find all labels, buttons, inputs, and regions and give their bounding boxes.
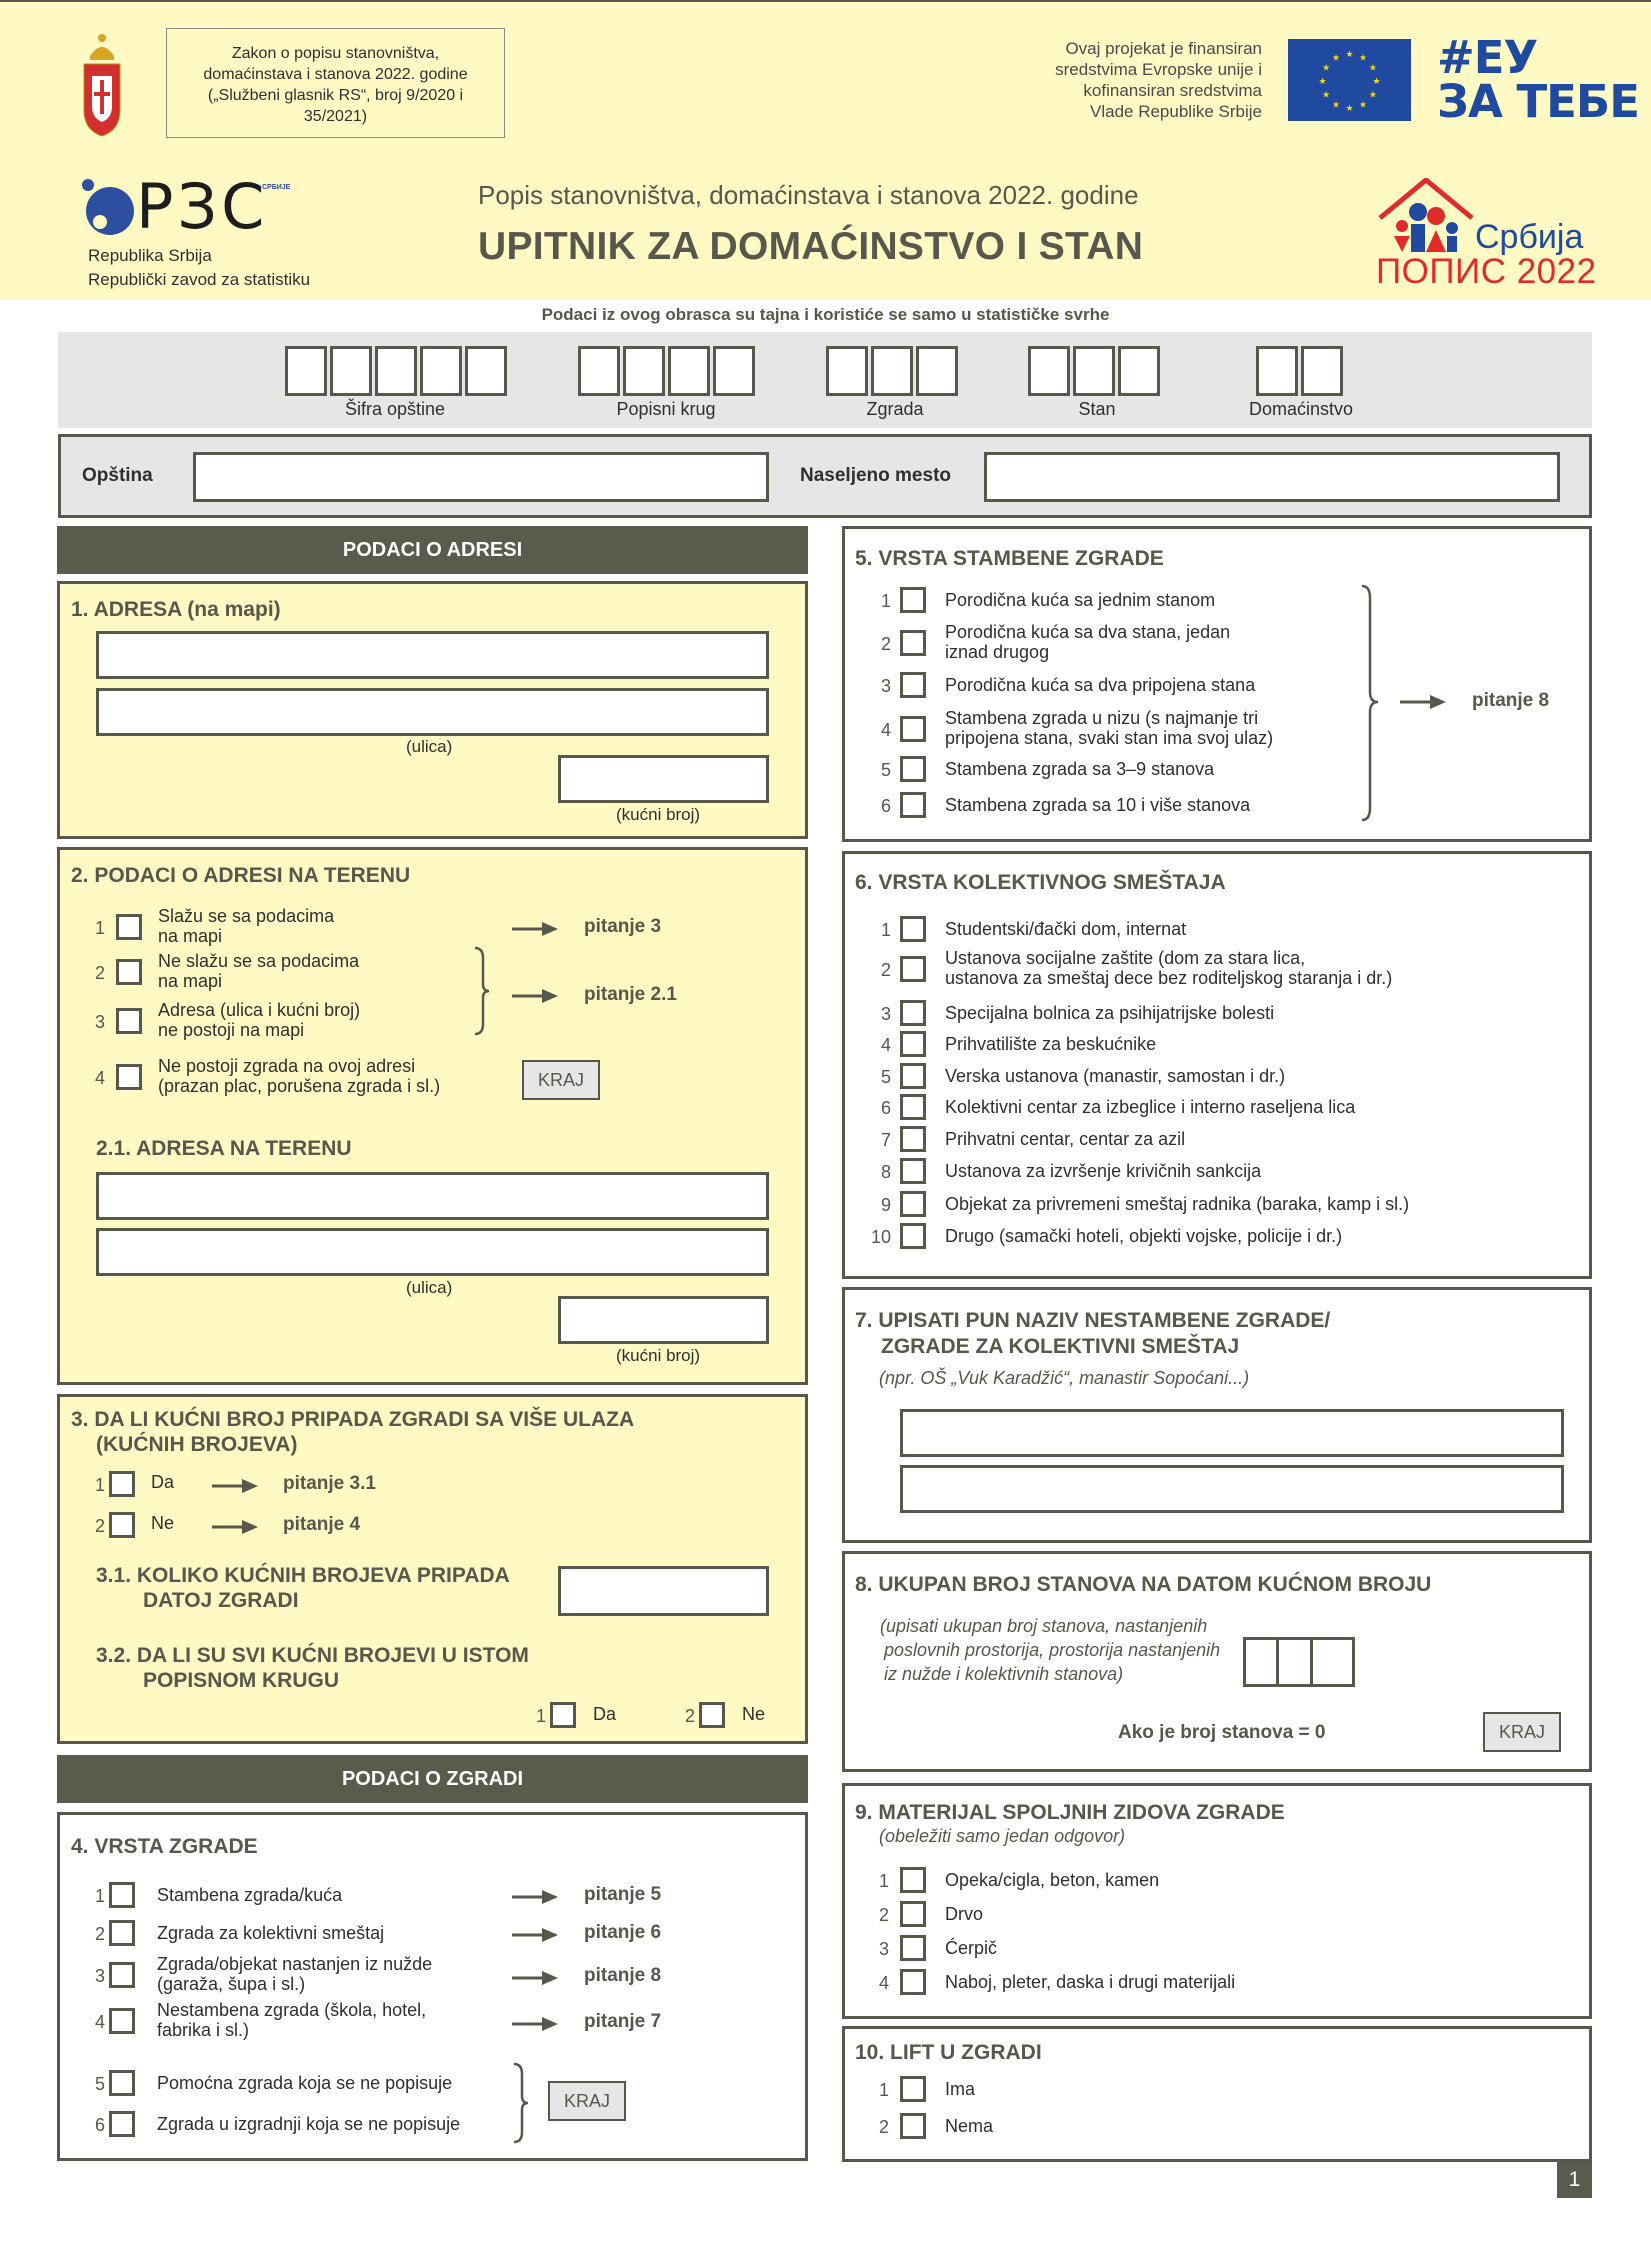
eu-star-icon: ★ — [1322, 89, 1331, 100]
option-checkbox[interactable] — [900, 2076, 926, 2102]
code-digit-input[interactable] — [1073, 346, 1115, 396]
eu-star-icon: ★ — [1318, 76, 1327, 86]
eu-flag-icon — [1288, 39, 1411, 121]
option-label: Da — [593, 1704, 617, 1724]
option-number: 1 — [536, 1706, 547, 1726]
brace-icon — [1360, 584, 1382, 822]
eu-line-1: Ovaj projekat je finansiran — [1065, 39, 1262, 58]
rzs-subtext — [88, 244, 310, 292]
eu-slogan — [1437, 31, 1639, 128]
option-checkbox[interactable] — [900, 916, 926, 942]
q4-goto-label: pitanje 6 — [584, 1922, 662, 1943]
q21-house-number-caption: (kućni broj) — [616, 1346, 701, 1365]
option-checkbox[interactable] — [900, 1191, 926, 1217]
question-3-1-title-line-1: 3.1. KOLIKO KUĆNIH BROJEVA PRIPADA — [96, 1564, 510, 1587]
option-number: 1 — [95, 1886, 106, 1906]
code-label-sifra-opstine: Šifra opštine — [344, 399, 446, 419]
option-number: 10 — [871, 1227, 892, 1247]
q4-kraj-button[interactable]: KRAJ — [548, 2081, 626, 2121]
option-label-line-2: fabrika i sl.) — [157, 2020, 250, 2040]
code-digit-input[interactable] — [1028, 346, 1070, 396]
arrow-right-icon — [512, 1971, 558, 1985]
q2-kraj-button[interactable]: KRAJ — [522, 1060, 600, 1100]
q7-name-input-1[interactable] — [900, 1409, 1564, 1457]
option-label: Ne slažu se sa podacima — [158, 951, 360, 971]
option-number: 1 — [879, 1871, 890, 1891]
option-label-line-2: na mapi — [158, 926, 223, 946]
eu-funding-text — [950, 38, 1262, 122]
option-label: Stambena zgrada sa 3–9 stanova — [945, 759, 1215, 779]
opstina-label: Opština — [82, 465, 153, 486]
code-digit-input[interactable] — [916, 346, 958, 396]
brace-icon — [473, 946, 491, 1036]
question-3-1-title-line-2: DATOJ ZGRADI — [143, 1589, 299, 1612]
option-checkbox[interactable] — [900, 716, 926, 742]
option-label-line-2: ustanova za smeštaj dece bez roditeljskog staranja i dr.) — [945, 968, 1393, 988]
option-number: 3 — [95, 1966, 106, 1986]
option-number: 3 — [95, 1012, 106, 1032]
eu-star-icon: ★ — [1368, 89, 1377, 100]
section-header-zgrada: PODACI O ZGRADI — [57, 1755, 808, 1803]
code-digit-input[interactable] — [623, 346, 665, 396]
code-label-domacinstvo: Domaćinstvo — [1248, 399, 1354, 419]
question-3-title-line-1: 3. DA LI KUĆNI BROJ PRIPADA ZGRADI SA VIŠE ULAZA — [71, 1408, 635, 1431]
eu-star-icon: ★ — [1358, 52, 1368, 63]
option-number: 2 — [879, 1905, 890, 1925]
option-label-line-2: ne postoji na mapi — [158, 1020, 305, 1040]
question-9-note: (obeležiti samo jedan odgovor) — [879, 1826, 1126, 1846]
option-checkbox[interactable] — [900, 1969, 926, 1995]
code-label-zgrada: Zgrada — [866, 399, 924, 419]
option-label: Porodična kuća sa dva stana, jedan — [945, 622, 1231, 642]
option-checkbox[interactable] — [109, 2008, 135, 2034]
eu-star-icon: ★ — [1358, 99, 1368, 110]
option-label: Slažu se sa podacima — [158, 906, 335, 926]
option-checkbox[interactable] — [109, 2070, 135, 2096]
option-number: 4 — [95, 2012, 106, 2032]
code-label-popisni-krug: Popisni krug — [616, 399, 716, 419]
option-label: Specijalna bolnica za psihijatrijske bolesti — [945, 1003, 1275, 1023]
q1-street-caption: (ulica) — [406, 737, 453, 756]
opstina-input[interactable] — [193, 452, 769, 502]
option-number: 1 — [95, 918, 106, 938]
option-label: Nema — [945, 2116, 994, 2136]
option-label-line-2: na mapi — [158, 971, 223, 991]
option-number: 8 — [881, 1162, 892, 1182]
option-checkbox[interactable] — [900, 1094, 926, 1120]
option-label: Stambena zgrada sa 10 i više stanova — [945, 795, 1251, 815]
q7-name-input-2[interactable] — [900, 1465, 1564, 1513]
option-label: Porodična kuća sa dva pripojena stana — [945, 675, 1256, 695]
question-8-note-line-3: iz nužde i kolektivnih stanova) — [884, 1664, 1124, 1684]
code-digit-input[interactable] — [285, 346, 327, 396]
question-1-title: 1. ADRESA (na mapi) — [71, 598, 281, 621]
option-checkbox[interactable] — [116, 1008, 142, 1034]
option-label: Kolektivni centar za izbeglice i interno raseljena lica — [945, 1097, 1356, 1117]
option-label: Naboj, pleter, daska i drugi materijali — [945, 1972, 1236, 1992]
question-8-note-line-2: poslovnih prostorija, prostorija nastanjenih — [884, 1640, 1221, 1660]
arrow-right-icon — [1400, 695, 1446, 709]
code-digit-input[interactable] — [668, 346, 710, 396]
question-3-title-line-2: (KUĆNIH BROJEVA) — [96, 1433, 298, 1456]
option-number: 2 — [881, 634, 892, 654]
q21-street-caption: (ulica) — [406, 1278, 453, 1297]
question-9-title: 9. MATERIJAL SPOLJNIH ZIDOVA ZGRADE — [855, 1801, 1285, 1824]
code-digit-input[interactable] — [871, 346, 913, 396]
code-digit-input[interactable] — [1118, 346, 1160, 396]
eu-star-icon: ★ — [1368, 62, 1377, 73]
code-digit-input[interactable] — [465, 346, 507, 396]
option-number: 2 — [685, 1706, 696, 1726]
naseljeno-mesto-label: Naseljeno mesto — [800, 465, 951, 486]
census-subtitle: Popis stanovništva, domaćinstava i stanova 2022. godine — [478, 180, 1139, 210]
option-number: 2 — [879, 2117, 890, 2137]
option-checkbox[interactable] — [109, 1512, 135, 1538]
option-label: Adresa (ulica i kućni broj) — [158, 1000, 361, 1020]
eu-slogan-line-2: ЗА ТЕБЕ — [1437, 75, 1639, 128]
q1-street-input-2[interactable] — [96, 688, 769, 736]
option-number: 1 — [881, 920, 892, 940]
option-number: 1 — [879, 2080, 890, 2100]
law-line-2: domaćinstava i stanova 2022. godine — [203, 66, 468, 83]
option-label: Objekat za privremeni smeštaj radnika (baraka, kamp i sl.) — [945, 1194, 1410, 1214]
option-number: 6 — [881, 1098, 892, 1118]
option-label-line-2: (prazan plac, porušena zgrada i sl.) — [158, 1076, 441, 1096]
code-digit-input[interactable] — [420, 346, 462, 396]
option-checkbox[interactable] — [900, 1158, 926, 1184]
option-number: 2 — [95, 1924, 106, 1944]
question-2-title: 2. PODACI O ADRESI NA TERENU — [71, 864, 411, 887]
option-label: Prihvatni centar, centar za azil — [945, 1129, 1186, 1149]
option-number: 2 — [95, 963, 106, 983]
option-number: 1 — [95, 1475, 106, 1495]
option-number: 9 — [881, 1195, 892, 1215]
popis-house-icon — [1378, 178, 1474, 256]
option-checkbox[interactable] — [109, 1962, 135, 1988]
law-line-4: 35/2021) — [303, 108, 368, 125]
q3-goto-label: pitanje 3.1 — [283, 1473, 376, 1494]
option-label: Zgrada u izgradnji koja se ne popisuje — [157, 2114, 461, 2134]
option-checkbox[interactable] — [109, 1882, 135, 1908]
code-digit-input[interactable] — [1256, 346, 1298, 396]
option-label: Ne — [742, 1704, 766, 1724]
question-7-title-line-2: ZGRADE ZA KOLEKTIVNI SMEŠTAJ — [881, 1335, 1240, 1358]
q21-house-number-input[interactable] — [558, 1296, 769, 1344]
arrow-right-icon — [212, 1520, 258, 1534]
option-label: Da — [151, 1472, 175, 1492]
option-label: Verska ustanova (manastir, samostan i dr.) — [945, 1066, 1286, 1086]
q21-street-input-1[interactable] — [96, 1172, 769, 1220]
option-label: Stambena zgrada/kuća — [157, 1885, 343, 1905]
question-7-title-line-1: 7. UPISATI PUN NAZIV NESTAMBENE ZGRADE/ — [855, 1309, 1331, 1332]
code-digit-input[interactable] — [578, 346, 620, 396]
q31-count-input[interactable] — [558, 1566, 769, 1616]
option-label: Ima — [945, 2079, 976, 2099]
option-number: 2 — [95, 1516, 106, 1536]
option-checkbox[interactable] — [116, 914, 142, 940]
option-label: Ustanova socijalne zaštite (dom za stara lica, — [945, 948, 1306, 968]
q2-goto-pitanje-3: pitanje 3 — [584, 916, 662, 937]
q1-house-number-input[interactable] — [558, 755, 769, 803]
option-label: Porodična kuća sa jednim stanom — [945, 590, 1216, 610]
q1-street-input-1[interactable] — [96, 631, 769, 679]
eu-star-icon: ★ — [1331, 99, 1341, 110]
option-checkbox[interactable] — [900, 1126, 926, 1152]
option-label: Drvo — [945, 1904, 984, 1924]
eu-star-icon: ★ — [1372, 76, 1381, 86]
option-number: 6 — [881, 796, 892, 816]
eu-star-icon: ★ — [1322, 62, 1331, 73]
q5-goto-pitanje-8: pitanje 8 — [1472, 690, 1550, 711]
option-label: Ne — [151, 1513, 175, 1533]
option-number: 3 — [879, 1939, 890, 1959]
question-3-2-title-line-2: POPISNOM KRUGU — [143, 1669, 340, 1692]
question-8-title: 8. UKUPAN BROJ STANOVA NA DATOM KUĆNOM BROJU — [855, 1573, 1432, 1596]
option-label: Opeka/cigla, beton, kamen — [945, 1870, 1160, 1890]
popis-logo-srbija: Србија — [1475, 218, 1584, 256]
law-line-1: Zakon o popisu stanovništva, — [231, 45, 440, 62]
page-number: 1 — [1557, 2162, 1592, 2198]
question-3-2-title-line-1: 3.2. DA LI SU SVI KUĆNI BROJEVI U ISTOM — [96, 1644, 529, 1667]
q3-goto-label: pitanje 4 — [283, 1514, 361, 1535]
q8-zero-condition: Ako je broj stanova = 0 — [1118, 1722, 1326, 1743]
option-label: Ustanova za izvršenje krivičnih sankcija — [945, 1161, 1262, 1181]
rzs-line-1: Republika Srbija — [88, 246, 212, 265]
option-checkbox[interactable] — [900, 630, 926, 656]
option-number: 4 — [879, 1973, 890, 1993]
option-number: 6 — [95, 2115, 106, 2135]
question-10-title: 10. LIFT U ZGRADI — [855, 2041, 1042, 2064]
eu-stars — [1288, 39, 1411, 121]
option-checkbox[interactable] — [900, 2113, 926, 2139]
q8-digit-input-3[interactable] — [1310, 1637, 1355, 1687]
option-checkbox[interactable] — [900, 1031, 926, 1057]
popis-logo-year: ПОПИС 2022 — [1376, 252, 1597, 291]
option-label: Ćerpič — [945, 1938, 998, 1958]
option-label: Ne postoji zgrada na ovoj adresi — [158, 1056, 416, 1076]
eu-star-icon: ★ — [1331, 52, 1341, 63]
option-checkbox[interactable] — [900, 756, 926, 782]
question-6-panel — [842, 851, 1592, 1279]
q1-house-number-caption: (kućni broj) — [616, 805, 701, 824]
option-checkbox[interactable] — [550, 1702, 576, 1728]
arrow-right-icon — [212, 1479, 258, 1493]
question-7-note: (npr. OŠ „Vuk Karadžić“, manastir Sopoćani...) — [879, 1368, 1250, 1388]
option-checkbox[interactable] — [116, 959, 142, 985]
option-label: Prihvatilište za beskućnike — [945, 1034, 1157, 1054]
option-number: 5 — [881, 760, 892, 780]
option-checkbox[interactable] — [900, 1901, 926, 1927]
rzs-line-2: Republički zavod za statistiku — [88, 270, 311, 289]
option-checkbox[interactable] — [900, 1867, 926, 1893]
arrow-right-icon — [512, 2017, 558, 2031]
option-checkbox[interactable] — [699, 1702, 725, 1728]
option-checkbox[interactable] — [900, 1063, 926, 1089]
option-label-line-2: (garaža, šupa i sl.) — [157, 1974, 306, 1994]
option-label: Nestambena zgrada (škola, hotel, — [157, 2000, 427, 2020]
option-number: 4 — [881, 1035, 892, 1055]
code-digit-input[interactable] — [1301, 346, 1343, 396]
option-checkbox[interactable] — [900, 956, 926, 982]
question-2-1-title: 2.1. ADRESA NA TERENU — [96, 1137, 352, 1160]
rzs-logo-text: РЗС — [136, 170, 269, 243]
option-number: 5 — [95, 2074, 106, 2094]
option-checkbox[interactable] — [109, 2111, 135, 2137]
option-number: 7 — [881, 1130, 892, 1150]
eu-line-3: kofinansiran sredstvima — [1083, 81, 1262, 100]
q4-goto-label: pitanje 8 — [584, 1965, 662, 1986]
code-digit-input[interactable] — [330, 346, 372, 396]
option-number: 1 — [881, 591, 892, 611]
code-digit-input[interactable] — [713, 346, 755, 396]
confidentiality-note: Podaci iz ovog obrasca su tajna i koristiće se samo u statističke svrhe — [541, 305, 1110, 324]
question-5-title: 5. VRSTA STAMBENE ZGRADE — [855, 547, 1164, 570]
option-number: 4 — [95, 1068, 106, 1088]
option-checkbox[interactable] — [900, 587, 926, 613]
naseljeno-mesto-input[interactable] — [984, 452, 1560, 502]
eu-star-icon: ★ — [1345, 49, 1354, 59]
q2-goto-pitanje-2-1: pitanje 2.1 — [584, 984, 677, 1005]
arrow-right-icon — [512, 1890, 558, 1904]
option-label: Studentski/đački dom, internat — [945, 919, 1187, 939]
option-label: Stambena zgrada u nizu (s najmanje tri — [945, 708, 1259, 728]
option-checkbox[interactable] — [900, 792, 926, 818]
serbia-coat-of-arms-icon — [80, 30, 124, 138]
q21-street-input-2[interactable] — [96, 1228, 769, 1276]
option-label: Pomoćna zgrada koja se ne popisuje — [157, 2073, 453, 2093]
eu-line-4: Vlade Republike Srbije — [1090, 102, 1262, 121]
q4-goto-label: pitanje 7 — [584, 2011, 662, 2032]
option-checkbox[interactable] — [900, 1223, 926, 1249]
option-label: Zgrada za kolektivni smeštaj — [157, 1923, 385, 1943]
option-number: 3 — [881, 676, 892, 696]
code-digit-input[interactable] — [375, 346, 417, 396]
option-checkbox[interactable] — [109, 1471, 135, 1497]
arrow-right-icon — [512, 989, 558, 1003]
question-4-title: 4. VRSTA ZGRADE — [71, 1835, 258, 1858]
question-8-note-line-1: (upisati ukupan broj stanova, nastanjenih — [880, 1616, 1208, 1636]
brace-icon — [512, 2062, 530, 2144]
eu-star-icon: ★ — [1345, 103, 1354, 113]
option-number: 4 — [881, 720, 892, 740]
option-number: 3 — [881, 1004, 892, 1024]
page-title: UPITNIK ZA DOMAĆINSTVO I STAN — [478, 225, 1144, 268]
option-checkbox[interactable] — [900, 1935, 926, 1961]
option-checkbox[interactable] — [900, 1000, 926, 1026]
q8-kraj-button[interactable]: KRAJ — [1483, 1712, 1561, 1752]
eu-slogan-line-1: #ЕУ — [1437, 31, 1538, 84]
option-number: 2 — [881, 960, 892, 980]
option-checkbox[interactable] — [109, 1920, 135, 1946]
section-header-adresa: PODACI O ADRESI — [57, 526, 808, 574]
option-checkbox[interactable] — [900, 672, 926, 698]
rzs-logo-small: СРБИЈЕ — [262, 184, 291, 191]
code-digit-input[interactable] — [826, 346, 868, 396]
option-checkbox[interactable] — [116, 1064, 142, 1090]
option-label-line-2: iznad drugog — [945, 642, 1050, 662]
option-label: Zgrada/objekat nastanjen iz nužde — [157, 1954, 433, 1974]
eu-line-2: sredstvima Evropske unije i — [1055, 60, 1262, 79]
code-label-stan: Stan — [1078, 399, 1116, 419]
option-number: 5 — [881, 1067, 892, 1087]
q4-goto-label: pitanje 5 — [584, 1884, 662, 1905]
question-6-title: 6. VRSTA KOLEKTIVNOG SMEŠTAJA — [855, 871, 1226, 894]
law-reference-box — [166, 28, 505, 138]
arrow-right-icon — [512, 922, 558, 936]
option-label: Drugo (samački hoteli, objekti vojske, policije i dr.) — [945, 1226, 1343, 1246]
option-label-line-2: pripojena stana, svaki stan ima svoj ulaz) — [945, 728, 1274, 748]
law-line-3: („Službeni glasnik RS“, broj 9/2020 i — [207, 87, 464, 104]
arrow-right-icon — [512, 1928, 558, 1942]
